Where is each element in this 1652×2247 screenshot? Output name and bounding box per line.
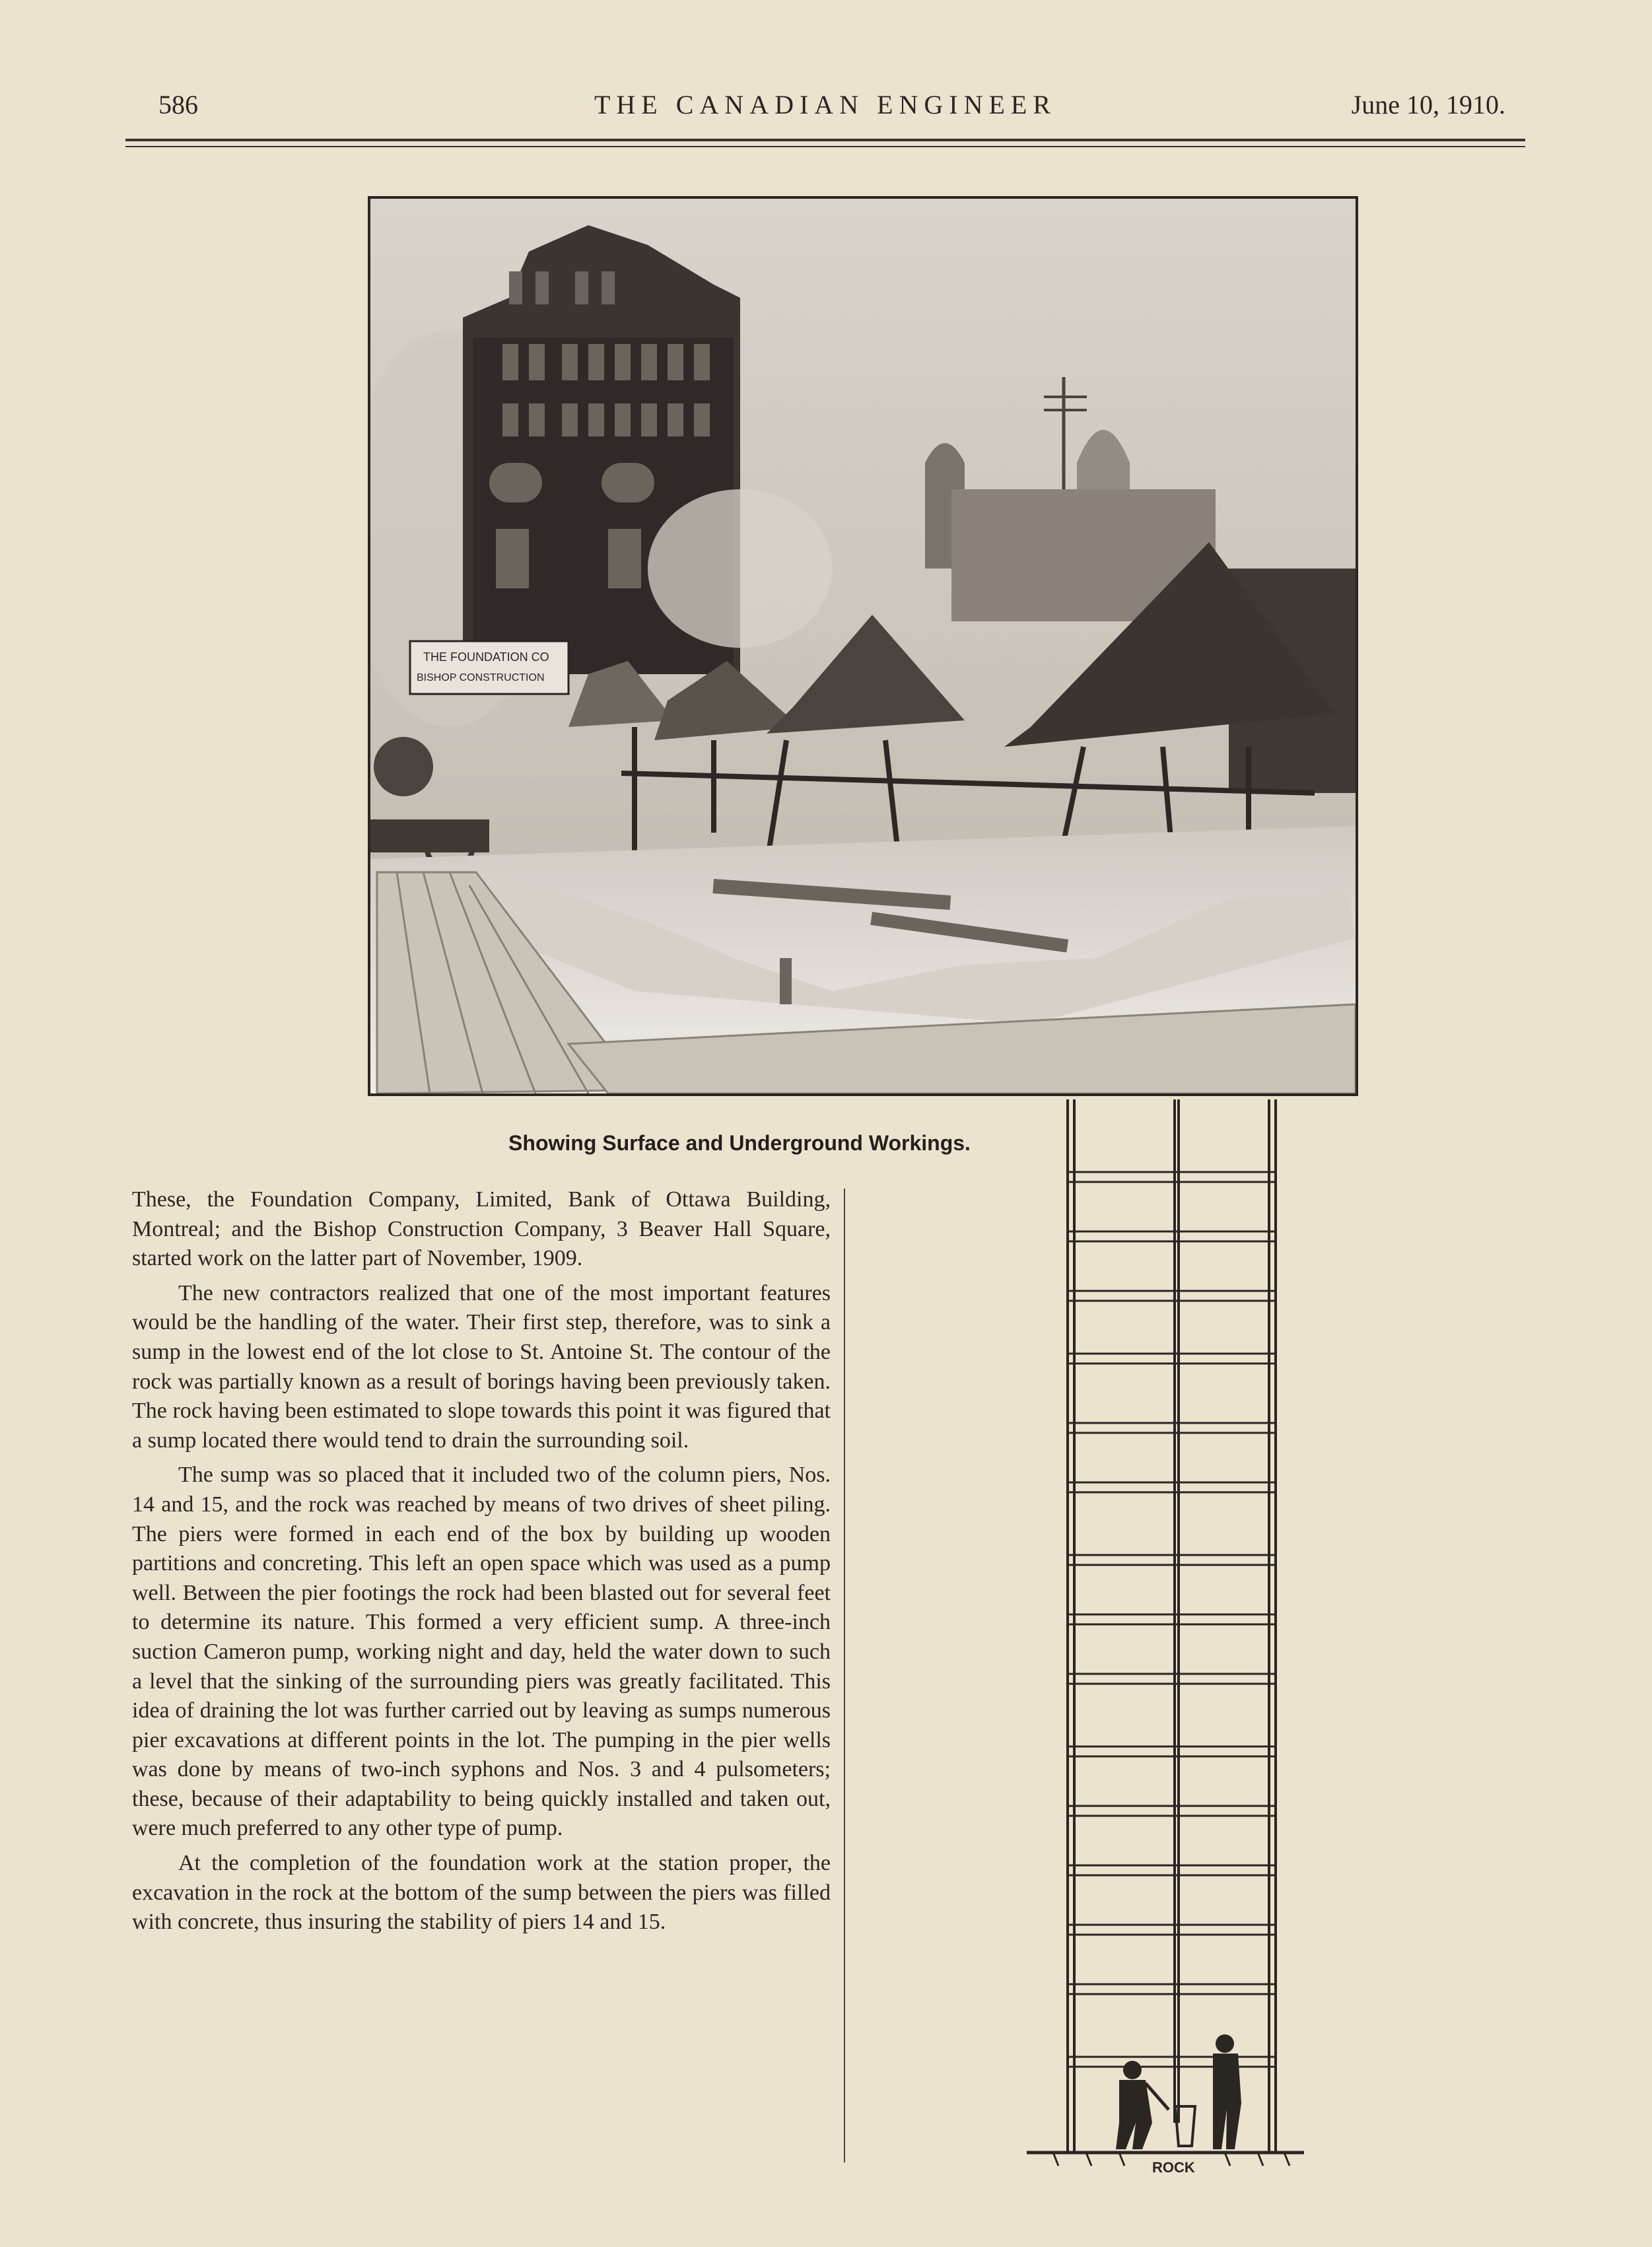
construction-photo bbox=[368, 196, 1358, 1096]
sign-text-1: THE FOUNDATION CO bbox=[423, 650, 549, 664]
article-body bbox=[132, 1185, 831, 1937]
issue-date: June 10, 1910. bbox=[1351, 90, 1505, 120]
page-number: 586 bbox=[158, 90, 198, 120]
photo-caption: Showing Surface and Underground Workings. bbox=[508, 1131, 971, 1155]
paragraph-2: The new contractors realized that one of the most important features would be the handling of the water. Their first step, therefore, was to sink a sump in the lowest end of the lot close to St. Antoine St. The contour of the rock was partially known as a result of borings having been previously taken. The rock having been estimated to slope towards this point it was figured that a sump located there would tend to drain the surrounding soil. bbox=[132, 1280, 831, 1453]
journal-title: THE CANADIAN ENGINEER bbox=[594, 90, 1057, 120]
rock-label: ROCK bbox=[1152, 2159, 1195, 2176]
header-rule-thin bbox=[125, 146, 1525, 147]
paragraph-3: The sump was so placed that it included two of the column piers, Nos. 14 and 15, and the rock was reached by means of two drives of sheet piling. The piers were formed in each end of the box by building up wooden partitions and concreting. This left an open space which was used as a pump well. Between the pier footings the rock had been blasted out for several feet to determine its nature. This formed a very efficient sump. A three-inch suction Cameron pump, working night and day, held the water down to such a level that the sinking of the surrounding piers was greatly facilitated. This idea of draining the lot was further carried out by leaving as sumps numerous pier excavations at different points in the lot. The pumping in the pier wells was done by means of two-inch syphons and Nos. 3 and 4 pulsometers; these, because of their adaptability to being quickly installed and taken out, were much preferred to any other type of pump. bbox=[132, 1463, 831, 1841]
sign-text-2: BISHOP CONSTRUCTION bbox=[417, 672, 545, 683]
paragraph-1: These, the Foundation Company, Limited, Bank of Ottawa Building, Montreal; and the Bishop Construction Company, 3 Beaver Hall Square, started work on the latter part of November, 1909. bbox=[132, 1187, 831, 1271]
paragraph-4: At the completion of the foundation work at the station proper, the excavation in the rock at the bottom of the sump between the piers was filled with concrete, thus insuring the stability of piers 14 and 15. bbox=[132, 1851, 831, 1935]
sump-shaft-diagram bbox=[1027, 1093, 1304, 2176]
header-rule bbox=[125, 139, 1525, 141]
page-header bbox=[125, 89, 1525, 135]
column-rule bbox=[844, 1189, 845, 2162]
